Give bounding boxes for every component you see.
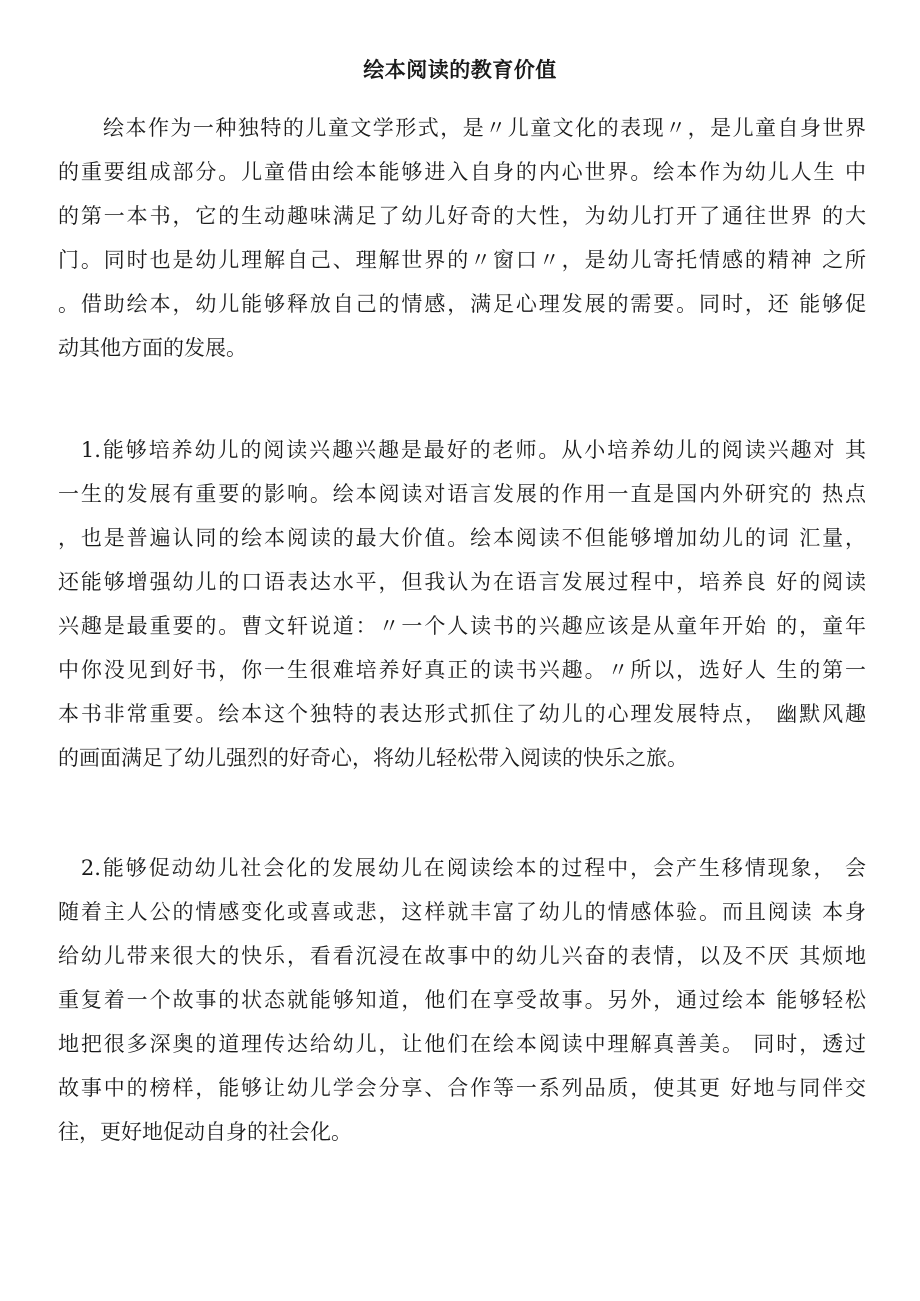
paragraph-line: 给幼儿带来很大的快乐，看看沉浸在故事中的幼儿兴奋的表情，以及不厌 其烦地 [58, 944, 866, 968]
paragraph-intro [58, 106, 866, 370]
paragraph-line: 地把很多深奥的道理传达给幼儿，让他们在绘本阅读中理解真善美。 同时，透过 [58, 1032, 866, 1056]
paragraph-line: 绘本作为一种独特的儿童文学形式，是〃儿童文化的表现〃，是儿童自身世界 [58, 116, 866, 140]
paragraph-line: 。借助绘本，幼儿能够释放自己的情感，满足心理发展的需要。同时，还 能够促 [58, 292, 866, 316]
paragraph-line: 的画面满足了幼儿强烈的好奇心，将幼儿轻松带入阅读的快乐之旅。 [58, 746, 688, 770]
paragraph-socialization [58, 846, 866, 1154]
paragraph-line: 往，更好地促动自身的社会化。 [58, 1120, 352, 1144]
paragraph-line: 中你没见到好书，你一生很难培养好真正的读书兴趣。〃所以，选好人 生的第一 [58, 658, 866, 682]
paragraph-line: 的第一本书，它的生动趣味满足了幼儿好奇的大性，为幼儿打开了通往世界 的大 [58, 204, 866, 228]
paragraph-line: 本书非常重要。绘本这个独特的表达形式抓住了幼儿的心理发展特点， 幽默风趣 [58, 702, 866, 726]
paragraph-line: 一生的发展有重要的影响。绘本阅读对语言发展的作用一直是国内外研究的 热点 [58, 482, 866, 506]
document-title: 绘本阅读的教育价值 [363, 58, 557, 82]
paragraph-line: 故事中的榜样，能够让幼儿学会分享、合作等一系列品质，使其更 好地与同伴交 [58, 1076, 866, 1100]
paragraph-line: 2.能够促动幼儿社会化的发展幼儿在阅读绘本的过程中，会产生移情现象， 会 [58, 856, 866, 880]
paragraph-line: 随着主人公的情感变化或喜或悲，这样就丰富了幼儿的情感体验。而且阅读 本身 [58, 900, 866, 924]
paragraph-line: 重复着一个故事的状态就能够知道，他们在享受故事。另外，通过绘本 能够轻松 [58, 988, 866, 1012]
paragraph-line: 门。同时也是幼儿理解自己、理解世界的〃窗口〃，是幼儿寄托情感的精神 之所 [58, 248, 866, 272]
paragraph-reading-interest [58, 428, 866, 780]
paragraph-line: 1.能够培养幼儿的阅读兴趣兴趣是最好的老师。从小培养幼儿的阅读兴趣对 其 [58, 438, 866, 462]
paragraph-line: 兴趣是最重要的。曹文轩说道：〃一个人读书的兴趣应该是从童年开始 的，童年 [58, 614, 866, 638]
paragraph-line: 动其他方面的发展。 [58, 336, 247, 360]
paragraph-line: 的重要组成部分。儿童借由绘本能够进入自身的内心世界。绘本作为幼儿人生 中 [58, 160, 866, 184]
paragraph-line: ，也是普遍认同的绘本阅读的最大价值。绘本阅读不但能够增加幼儿的词 汇量， [58, 526, 866, 550]
paragraph-line: 还能够增强幼儿的口语表达水平，但我认为在语言发展过程中，培养良 好的阅读 [58, 570, 866, 594]
